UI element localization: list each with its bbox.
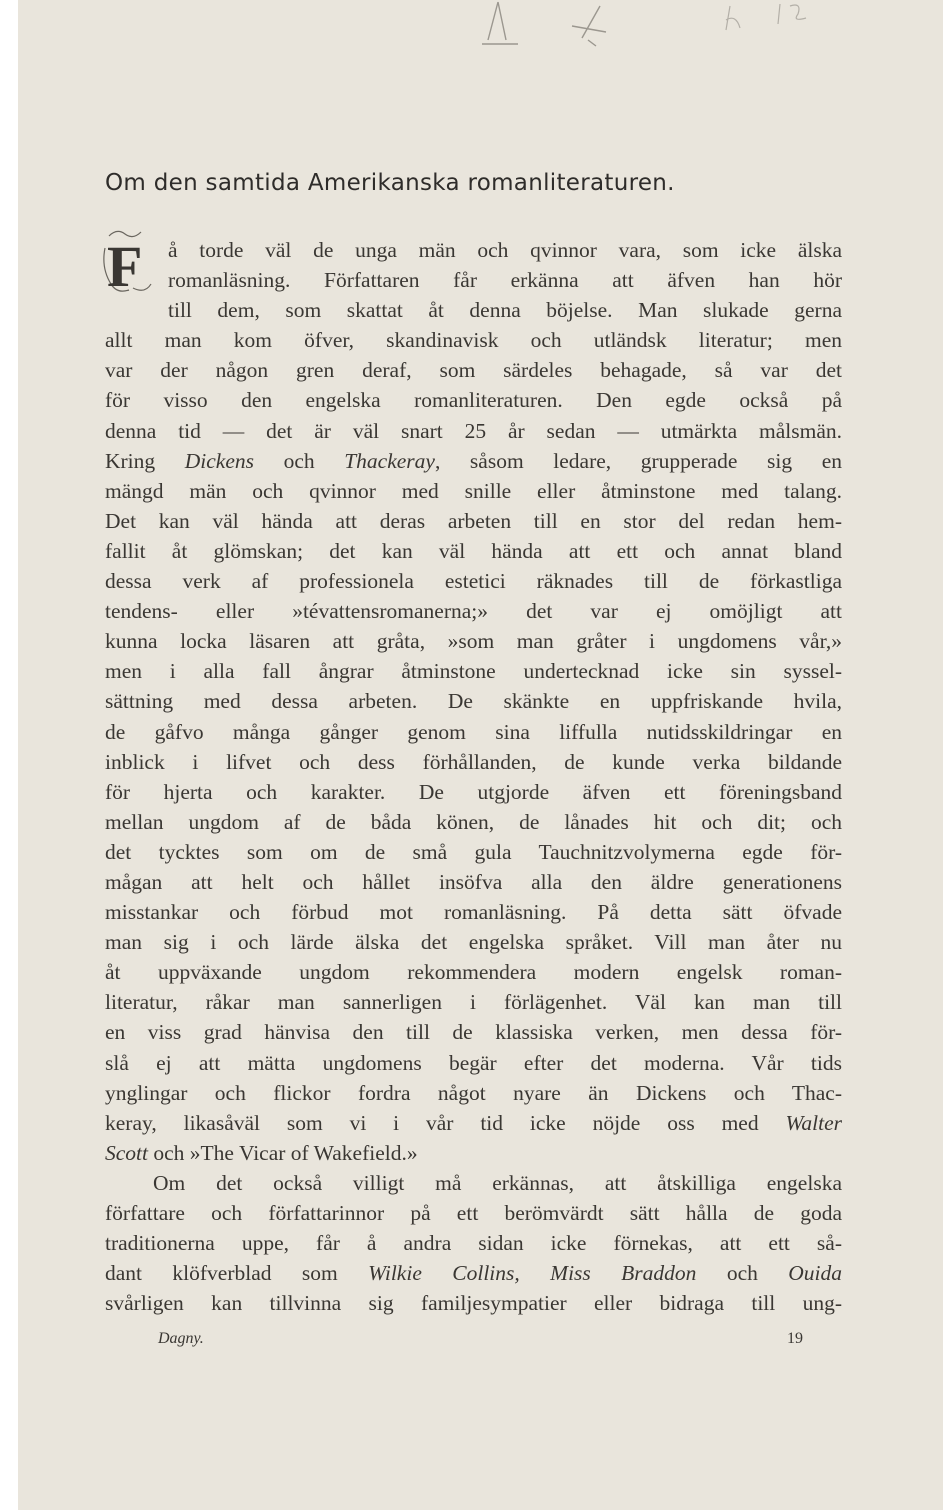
text-line: mängd män och qvinnor med snille eller åtminstone med talang. — [105, 478, 842, 503]
text-line: Scott och »The Vicar of Wakefield.» — [105, 1140, 418, 1165]
text-line: mellan ungdom af de båda könen, de lånades hit och dit; och — [105, 809, 842, 834]
text-line: romanläsning. Författaren får erkänna att äfven han hör — [168, 268, 842, 293]
text-line: var der någon gren deraf, som särdeles behagade, så var det — [105, 358, 842, 383]
text-line: åt uppväxande ungdom rekommendera modern engelsk roman- — [105, 960, 842, 985]
text-line: traditionerna uppe, får å andra sidan icke förnekas, att ett så- — [105, 1231, 842, 1256]
text-line: tendens- eller »tévattensromanerna;» det var ej omöjligt att — [105, 599, 842, 624]
text-line: för visso den engelska romanliteraturen. Den egde också på — [105, 388, 842, 413]
text-line: allt man kom öfver, skandinavisk och utländsk literatur; men — [105, 328, 842, 353]
text-line: å torde väl de unga män och qvinnor vara, som icke älska — [168, 238, 842, 262]
text-line: en viss grad hänvisa den till de klassiska verken, men dessa för- — [105, 1020, 842, 1045]
text-line: det tycktes som om de små gula Tauchnitzvolymerna egde för- — [105, 839, 842, 864]
text-line: ynglingar och flickor fordra något nyare än Dickens och Thac- — [105, 1080, 842, 1105]
text-line: dessa verk af professionela estetici räknades till de förkastliga — [105, 569, 842, 594]
text-line: Det kan väl hända att deras arbeten till en stor del redan hem- — [105, 508, 842, 533]
text-line: Kring Dickens och Thackeray, såsom ledare, grupperade sig en — [105, 448, 842, 473]
text-line: sättning med dessa arbeten. De skänkte en uppfriskande hvila, — [105, 689, 842, 714]
text-line: inblick i lifvet och dess förhållanden, de kunde verka bildande — [105, 749, 842, 774]
body-text — [105, 235, 842, 1318]
text-line: dant klöfverblad som Wilkie Collins, Miss Braddon och Ouida — [105, 1261, 842, 1286]
text-line: de gåfvo många gånger genom sina liffulla nutidsskildringar en — [105, 719, 842, 744]
text-line: svårligen kan tillvinna sig familjesympatier eller bidraga till ung- — [105, 1291, 842, 1316]
text-line: fallit åt glömskan; det kan väl hända att ett och annat bland — [105, 538, 842, 563]
handwritten-marks — [460, 0, 860, 60]
text-line: misstankar och förbud mot romanläsning. På detta sätt öfvade — [105, 900, 842, 925]
text-line: men i alla fall ångrar åtminstone undertecknad icke sin syssel- — [105, 659, 842, 684]
initial-letter: F — [107, 234, 143, 299]
text-line: författare och författarinnor på ett berömvärdt sätt hålla de goda — [105, 1201, 842, 1225]
text-line: denna tid — det är väl snart 25 år sedan — utmärkta målsmän. — [105, 418, 842, 443]
text-line: till dem, som skattat åt denna böjelse. Man slukade gerna — [168, 298, 842, 323]
text-line: man sig i och lärde älska det engelska språket. Vill man åter nu — [105, 930, 842, 955]
page-number: 19 — [787, 1330, 803, 1347]
text-line: keray, likasåväl som vi i vår tid icke nöjde oss med Walter — [105, 1110, 842, 1135]
text-line: slå ej att mätta ungdomens begär efter det moderna. Vår tids — [105, 1050, 842, 1075]
text-line: Om det också villigt må erkännas, att åtskilliga engelska — [153, 1170, 842, 1195]
text-line: kunna locka läsaren att gråta, »som man gråter i ungdomens vår,» — [105, 629, 842, 654]
scan-margin — [0, 0, 18, 1510]
article-title: Om den samtida Amerikanska romanliteraturen. — [105, 170, 675, 196]
text-line: för hjerta och karakter. De utgjorde äfven ett föreningsband — [105, 779, 842, 804]
text-line: literatur, råkar man sannerligen i förlägenhet. Väl kan man till — [105, 990, 842, 1015]
signature: Dagny. — [158, 1330, 204, 1347]
text-line: mågan att helt och hållet insöfva alla den äldre generationens — [105, 869, 842, 894]
